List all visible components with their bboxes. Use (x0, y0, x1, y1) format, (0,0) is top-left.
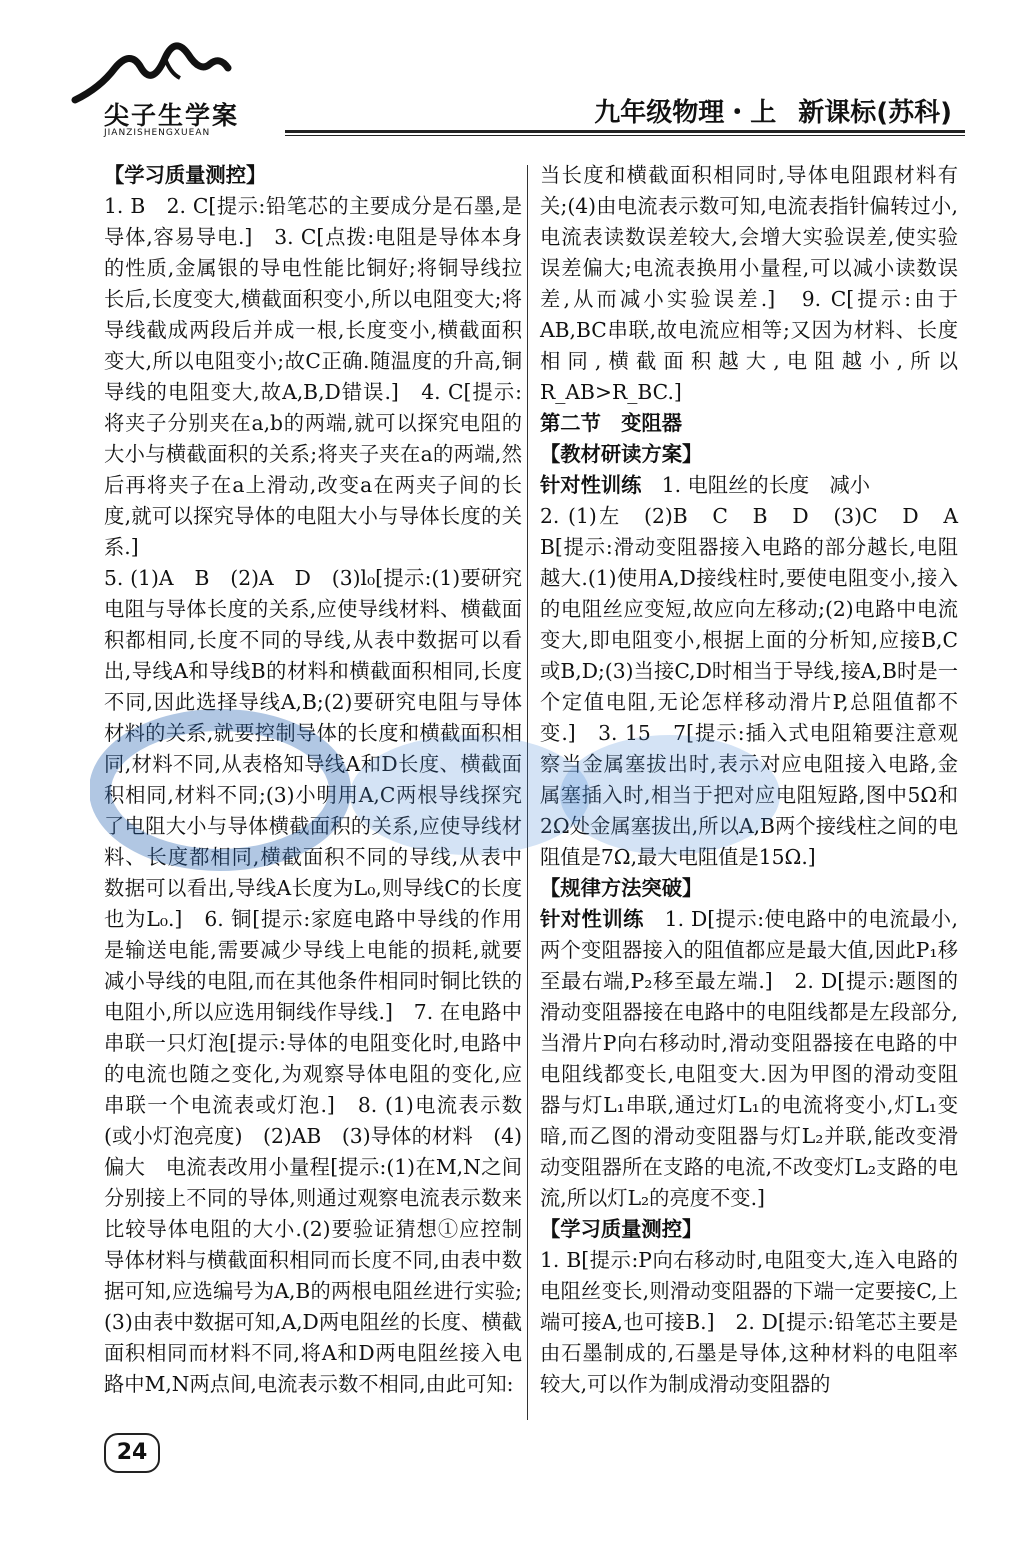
column-divider (527, 165, 528, 1420)
answer-paragraph: 1. B 2. C[提示:铅笔芯的主要成分是石墨,是导体,容易导电.] 3. C[点拨:电阻是导体本身的性质,金属银的导电性能比铜好;将铜导线拉长后,长度变大,横截面积变小,所以电阻变大;将导线截成两段后并成一根,长度变小,横截面积变大,所以电阻变小;故C正确.随温度的升高,铜导线的电阻变大,故A,B,D错误.] 4. C[提示:将夹子分别夹在a,b的两端,就可以探究电阻的大小与横截面积的关系;将夹子夹在a的两端,然后再将夹子在a上滑动,改变a在两夹子间的长度,就可以探究导体的电阻大小与导体长度的关系.] (104, 194, 522, 559)
training-label: 针对性训练 (540, 907, 644, 931)
answer-paragraph (540, 470, 958, 501)
book-title (594, 92, 952, 129)
section-tag: 【规律方法突破】 (540, 876, 703, 900)
grade-label: 九年级物理・上 (594, 98, 777, 128)
page-number: 24 (104, 1433, 160, 1473)
answer-text: 1. 电阻丝的长度 减小 (641, 473, 871, 497)
left-column (104, 160, 522, 1400)
header-rule (285, 130, 965, 133)
brand-pinyin: JIANZISHENGXUEAN (104, 128, 211, 138)
section-tag: 【学习质量测控】 (104, 163, 267, 187)
answer-text: 1. D[提示:使电路中的电流最小,两个变阻器接入的阻值都应是最大值,因此P₁移至最右端,P₂移至最左端.] 2. D[提示:题图的滑动变阻器接在电路中的电阻线都是左段部分,当滑片P向右移动时,滑动变阻器接在电路的中电阻线都变长,电阻变大.因为甲图的滑动变阻器与灯L₁串联,通过灯L₁的电流将变小,灯L₁变暗,而乙图的滑动变阻器与灯L₂并联,能改变滑动变阻器所在支路的电流,不改变灯L₂支路的电流,所以灯L₂的亮度不变.] (540, 907, 958, 1210)
right-column (540, 160, 979, 1400)
section-heading: 第二节 变阻器 (540, 411, 682, 435)
answer-paragraph: 1. B[提示:P向右移动时,电阻变大,连入电路的电阻丝变长,则滑动变阻器的下端一定要接C,上端可接A,也可接B.] 2. D[提示:铅笔芯主要是由石墨制成的,石墨是导体,这种材料的电阻率较大,可以作为制成滑动变阻器的 (540, 1248, 958, 1396)
answer-paragraph: 5. (1)A B (2)A D (3)l₀[提示:(1)要研究电阻与导体长度的关系,应使导线材料、横截面积都相同,长度不同的导线,从表中数据可以看出,导线A和导线B的材料和横截面积相同,长度不同,因此选择导线A,B;(2)要研究电阻与导体材料的关系,就要控制导体的长度和横截面积相同,材料不同,从表格知导线A和D长度、横截面积相同,材料不同;(3)小明用A,C两根导线探究了电阻大小与导体横截面积的关系,应使导线材料、长度都相同,横截面积不同的导线,从表中数据可以看出,导线A长度为L₀,则导线C的长度也为L₀.] 6. 铜[提示:家庭电路中导线的作用是输送电能,需要减少导线上电能的损耗,就要减小导线的电阻,而在其他条件相同时铜比铁的电阻小,所以应选用铜线作导线.] 7. 在电路中串联一只灯泡[提示:导体的电阻变化时,电路中的电流也随之变化,为观察导体电阻的变化,应串联一个电流表或灯泡.] 8. (1)电流表示数(或小灯泡亮度) (2)AB (3)导体的材料 (4)偏大 电流表改用小量程[提示:(1)在M,N之间分别接上不同的导体,则通过观察电流表示数来比较导体电阻的大小.(2)要验证猜想①应控制导体材料与横截面积相同而长度不同,由表中数据可知,应选编号为A,B的两根电阻丝进行实验;(3)由表中数据可知,A,D两电阻丝的长度、横截面积相同而材料不同,将A和D两电阻丝接入电路中M,N两点间,电流表示数不相同,由此可知: (104, 566, 522, 1396)
page-header (0, 0, 1024, 150)
answer-paragraph: 当长度和横截面积相同时,导体电阻跟材料有关;(4)由电流表示数可知,电流表指针偏转过小,电流表读数误差较大,会增大实验误差,使实验误差偏大;电流表换用小量程,可以减小读数误差,从而减小实验误差.] 9. C[提示:由于AB,BC串联,故电流应相等;又因为材料、长度相同,横截面积越大,电阻越小,所以R_AB>R_BC.] (540, 163, 958, 404)
answer-paragraph: 2. (1)左 (2)B C B D (3)C D A B[提示:滑动变阻器接入电路的部分越长,电阻越大.(1)使用A,D接线柱时,要使电阻变小,接入的电阻丝应变短,故应向左移动;(2)电路中电流变大,即电阻变小,根据上面的分析知,应接B,C或B,D;(3)当接C,D时相当于导线,接A,B时是一个定值电阻,无论怎样移动滑片P,总阻值都不变.] 3. 15 7[提示:插入式电阻箱要注意观察当金属塞拔出时,表示对应电阻接入电路,金属塞插入时,相当于把对应电阻短路,图中5Ω和2Ω处金属塞拔出,所以A,B两个接线柱之间的电阻值是7Ω,最大电阻值是15Ω.] (540, 504, 979, 869)
brand-title: 尖子生学案 (104, 101, 240, 130)
section-tag: 【教材研读方案】 (540, 442, 703, 466)
answer-paragraph (540, 904, 958, 1214)
training-label: 针对性训练 (540, 473, 642, 497)
header-rule-thin (285, 135, 965, 136)
edition-label: 新课标(苏科) (798, 98, 952, 128)
section-tag: 【学习质量测控】 (540, 1217, 703, 1241)
